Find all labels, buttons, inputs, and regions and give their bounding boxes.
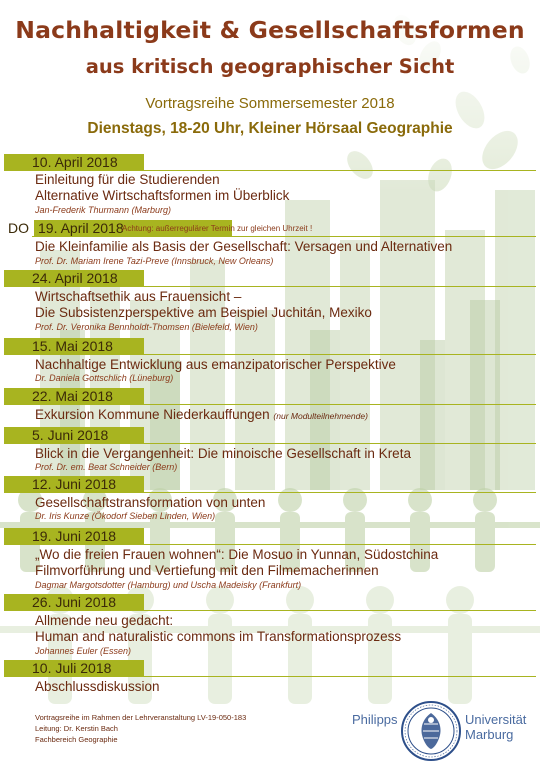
event-title: Wirtschaftsethik aus Frauensicht – xyxy=(35,289,242,304)
event-speaker: Jan-Frederik Thurmann (Marburg) xyxy=(35,205,172,215)
event-date: 5. Juni 2018 xyxy=(4,427,144,444)
event-title: Einleitung für die Studierenden xyxy=(35,172,220,187)
event-speaker: Dr. Iris Kunze (Ökodorf Sieben Linden, Wien) xyxy=(35,511,216,521)
event-title: Nachhaltige Entwicklung aus emanzipatorischer Perspektive xyxy=(35,357,396,372)
event-date: 22. Mai 2018 xyxy=(4,388,144,405)
event-title: Allmende neu gedacht: xyxy=(35,613,174,628)
event-title: Die Kleinfamilie als Basis der Gesellschaft: Versagen und Alternativen xyxy=(35,239,453,254)
event-date: 10. April 2018 xyxy=(4,154,144,171)
event-speaker: Dr. Daniela Gottschlich (Lüneburg) xyxy=(35,373,174,383)
poster-title-line1: Nachhaltigkeit & Gesellschaftsformen xyxy=(15,16,525,44)
university-word: Universität xyxy=(465,712,527,727)
university-city: Marburg xyxy=(465,727,514,742)
event-note: Achtung: außerregulärer Termin zur gleichen Uhrzeit ! xyxy=(122,224,313,233)
event-speaker: Prof. Dr. Veronika Bennholdt-Thomsen (Bielefeld, Wien) xyxy=(35,322,258,332)
event-title-suffix: (nur Modulteilnehmende) xyxy=(273,411,368,421)
event-date: 10. Juli 2018 xyxy=(4,660,144,677)
event-speaker: Dagmar Margotsdotter (Hamburg) und Uscha Madeisky (Frankfurt) xyxy=(35,580,302,590)
event-title: Filmvorführung und Vertiefung mit den Filmemacherinnen xyxy=(35,563,379,578)
event-date: 19. Juni 2018 xyxy=(4,528,144,545)
event-title: Alternative Wirtschaftsformen im Überblick xyxy=(35,188,290,203)
footer-department: Fachbereich Geographie xyxy=(35,735,118,744)
schedule-subtitle: Dienstags, 18-20 Uhr, Kleiner Hörsaal Geographie xyxy=(87,120,453,137)
event-date: 19. April 2018 xyxy=(34,220,232,237)
event-title: Gesellschaftstransformation von unten xyxy=(35,495,266,510)
event-speaker: Johannes Euler (Essen) xyxy=(35,646,132,656)
event-date: 26. Juni 2018 xyxy=(4,594,144,611)
event-title: Blick in die Vergangenheit: Die minoische Gesellschaft in Kreta xyxy=(35,446,411,461)
university-name-left: Philipps xyxy=(352,712,398,727)
event-title: Abschlussdiskussion xyxy=(35,679,160,694)
event-title: Exkursion Kommune Niederkauffungen (nur Modulteilnehmende) xyxy=(35,407,368,422)
event-date: 15. Mai 2018 xyxy=(4,338,144,355)
footer-lead: Leitung: Dr. Kerstin Bach xyxy=(35,724,118,733)
footer-course: Vortragsreihe im Rahmen der Lehrveranstaltung LV-19-050-183 xyxy=(35,713,247,722)
event-speaker: Prof. Dr. em. Beat Schneider (Bern) xyxy=(35,462,178,472)
event-title: „Wo die freien Frauen wohnen“: Die Mosuo in Yunnan, Südostchina xyxy=(35,547,439,562)
event-title: Human and naturalistic commons im Transformationsprozess xyxy=(35,629,402,644)
university-name-right xyxy=(465,712,526,742)
university-seal-icon xyxy=(400,700,462,762)
event-title: Die Subsistenzperspektive am Beispiel Juchitán, Mexiko xyxy=(35,305,372,320)
poster-title-line2: aus kritisch geographischer Sicht xyxy=(85,55,455,78)
event-speaker: Prof. Dr. Mariam Irene Tazi-Preve (Innsbruck, New Orleans) xyxy=(35,256,274,266)
event-date: 24. April 2018 xyxy=(4,270,144,287)
event-date: 12. Juni 2018 xyxy=(4,476,144,493)
weekday-label: DO xyxy=(4,220,32,237)
series-subtitle: Vortragsreihe Sommersemester 2018 xyxy=(145,95,395,112)
